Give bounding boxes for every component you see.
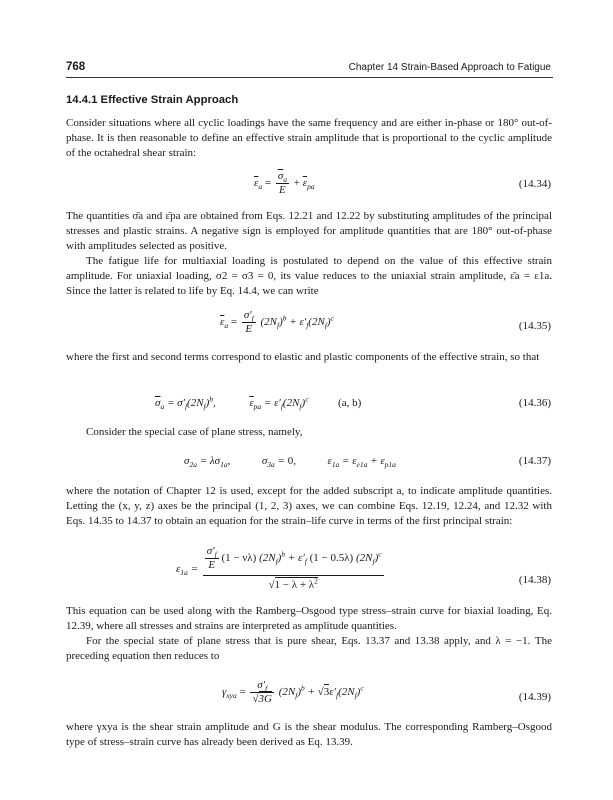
- equation-number-14-39: (14.39): [518, 691, 551, 703]
- equation-number-14-37: (14.37): [518, 455, 551, 467]
- equation-14-37: $\sigma_{2a} = \lambda\sigma_{1a}$, $\sigma_{3a} = 0$, $\varepsilon_{1a} = \varepsilon_{e1a} + \varepsilon_{p1a}$: [184, 455, 396, 470]
- equation-number-14-34: (14.34): [518, 178, 551, 190]
- equation-14-35: $\overline{\varepsilon}_a$ = $\frac{\sigma'_f}{E}$ $(2N_f)^b + \varepsilon'_f(2N_f)^c$: [220, 309, 334, 335]
- paragraph-2: The quantities σ̄a and ε̄pa are obtained from Eqs. 12.21 and 12.22 by substituting amplitudes of the principal stresses and plastic strains. A negative sign is employed for amplitude quantities that are 180° out-of-phase with amplitudes selected as positive.: [66, 210, 552, 252]
- section-title: 14.4.1 Effective Strain Approach: [66, 94, 239, 106]
- running-header: Chapter 14 Strain-Based Approach to Fatigue: [348, 62, 551, 73]
- page-number: 768: [66, 61, 86, 73]
- equation-number-14-36: (14.36): [518, 397, 551, 409]
- equation-14-36: $\overline{\sigma}_a = \sigma'_f(2N_f)^b$, $\overline{\varepsilon}_{pa} = \varepsilon'_f(2N_f)^c$ (a, b): [155, 394, 362, 412]
- equation-14-38: $\varepsilon_{1a}$ = $\frac{\sigma'_f}{E}$ (1 − νλ) $(2N_f)^b + \varepsilon'_f$ (1 − 0.5λ) $(2N_f)^c$ $√1 - \lambda + \lambda^2$: [176, 545, 382, 591]
- header-rule: [66, 77, 553, 78]
- paragraph-8: For the special state of plane stress that is pure shear, Eqs. 13.37 and 13.38 apply, and λ = −1. The preceding equation then reduces to: [66, 635, 552, 662]
- paragraph-4: where the first and second terms correspond to elastic and plastic components of the effective strain, so that: [66, 351, 540, 363]
- equation-14-34: $\overline{\varepsilon}_a$ = $\frac{\overline{\sigma}_a}{E}$ + $\overline{\varepsilon}_{pa}$: [254, 170, 315, 196]
- paragraph-6: where the notation of Chapter 12 is used, except for the added subscript a, to indicate amplitude quantities. Letting the (x, y, z) axes be the principal (1, 2, 3) axes, we can combine Eqs. 12.19, 12.24, and 12.32 with Eqs. 14.35 to 14.37 to obtain an equation for the strain–life curve in terms of the first principal strain:: [66, 485, 552, 527]
- paragraph-3: The fatigue life for multiaxial loading is postulated to depend on the value of this effective strain amplitude. For uniaxial loading, σ2 = σ3 = 0, its value reduces to the uniaxial strain amplitude, ε̄a = ε1a. Since the latter is related to life by Eq. 14.4, we can write: [66, 255, 552, 297]
- paragraph-9: where γxya is the shear strain amplitude and G is the shear modulus. The corresponding Ramberg–Osgood type of stress–strain curve has already been derived as Eq. 13.39.: [66, 721, 552, 748]
- paragraph-1: Consider situations where all cyclic loadings have the same frequency and are either in-phase or 180° out-of-phase. It is then reasonable to define an effective strain amplitude that is proportional to the cyclic amplitude of the octahedral shear strain:: [66, 117, 552, 159]
- equation-14-39: $\gamma_{xya}$ = $\frac{\sigma'_f}{√3G}$ $(2N_f)^b + √3\varepsilon'_f(2N_f)^c$: [222, 679, 364, 705]
- equation-number-14-38: (14.38): [518, 574, 551, 586]
- equation-number-14-35: (14.35): [518, 320, 551, 332]
- paragraph-5: Consider the special case of plane stress, namely,: [86, 426, 303, 438]
- equation-tag-ab: (a, b): [338, 397, 362, 409]
- paragraph-7: This equation can be used along with the Ramberg–Osgood type stress–strain curve for biaxial loading, Eq. 12.39, where all stresses and strains are interpreted as amplitude quantities.: [66, 605, 552, 632]
